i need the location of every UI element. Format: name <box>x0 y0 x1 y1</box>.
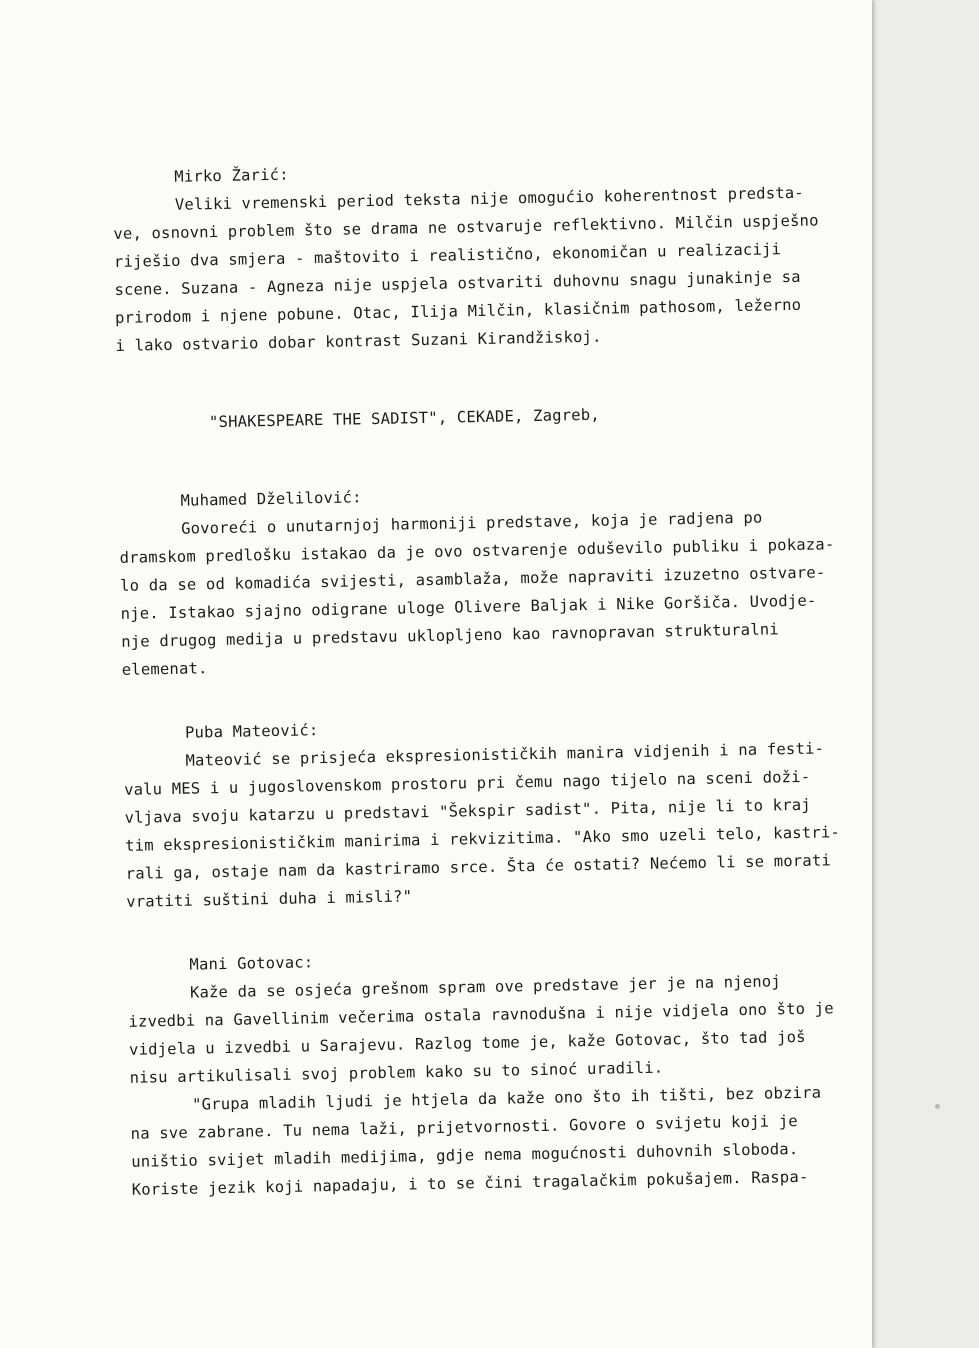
speaker-name: Muhamed Dželilović: <box>180 488 362 510</box>
underlying-sheet <box>872 0 979 1348</box>
text-line: Mateović se prisjeća ekspresionističkih manira vidjenih i na festi- <box>185 739 825 770</box>
text-line: i lako ostvario dobar kontrast Suzani Kirandžiskoj. <box>115 327 602 355</box>
text-line: uništio svijet mladih medijima, gdje nema mogućnosti duhovnih sloboda. <box>131 1140 799 1171</box>
text-line: na sve zabrane. Tu nema laži, prijetvornosti. Govore o svijetu koji je <box>130 1112 798 1143</box>
typewritten-text <box>112 146 852 1204</box>
text-line: ve, osnovni problem što se drama ne ostvaruje reflektivno. Milčin uspješno <box>113 211 819 243</box>
text-line: prirodom i njene pobune. Otac, Ilija Milčin, klasičnim pathosom, ležerno <box>114 295 802 327</box>
text-line: Kaže da se osjeća grešnom spram ove predstave jer je na njenoj <box>189 972 782 1002</box>
text-line: vidjela u izvedbi u Sarajevu. Razlog tome je, kaže Gotovac, što tad još <box>128 1027 806 1059</box>
text-line: izvedbi na Gavellinim večerima ostala ravnodušna i nije vidjela ono što je <box>128 999 834 1031</box>
text-line: riješio dva smjera - maštovito i realistično, ekonomičan u realizaciji <box>113 240 782 271</box>
text-line: rali ga, ostaje nam da kastriramo srce. Šta će ostati? Nećemo li se morati <box>125 851 832 883</box>
text-line: "Grupa mladih ljudi je htjela da kaže ono što ih tišti, bez obzira <box>191 1083 822 1114</box>
play-heading: "SHAKESPEARE THE SADIST", CEKADE, Zagreb, <box>208 405 600 432</box>
speaker-name: Mirko Žarić: <box>174 165 289 186</box>
text-line: nje drugog medija u predstavu uklopljeno kao ravnopravan strukturalni <box>121 620 780 651</box>
speaker-name: Mani Gotovac: <box>189 953 314 974</box>
text-line: Govoreći o unutarnjoj harmoniji predstave, koja je radjena po <box>180 508 763 538</box>
speaker-name: Puba Mateović: <box>184 721 319 742</box>
text-line: valu MES i u jugoslovenskom prostoru pri čemu nago tijelo na sceni doži- <box>123 767 811 799</box>
text-line: elemenat. <box>121 659 208 679</box>
text-line: nisu artikulisali svoj problem kako su to sinoć uradili. <box>129 1058 664 1087</box>
text-line: Koriste jezik koji napadaju, i to se čini tragalačkim pokušajem. Raspa- <box>131 1167 809 1199</box>
text-line: tim ekspresionističkim manirima i rekvizitima. "Ako smo uzeli telo, kastri- <box>124 823 841 855</box>
text-line: Veliki vremenski period teksta nije omogućio koherentnost predsta- <box>174 183 805 214</box>
text-line: dramskom predlošku istakao da je ovo ostvarenje oduševilo publiku i pokaza- <box>119 535 835 567</box>
text-line: vljava svoju katarzu u predstavi "Šekspir sadist". Pita, nije li to kraj <box>124 795 811 827</box>
text-line: lo da se od komadića svijesti, asamblaža, može napraviti izuzetno ostvare- <box>120 563 826 595</box>
text-line: nje. Istakao sjajno odigrane uloge Olivere Baljak i Nike Goršiča. Uvodje- <box>120 591 817 623</box>
text-line: scene. Suzana - Agneza nije uspjela ostvariti duhovnu snagu junakinje sa <box>114 267 801 299</box>
scan-speck <box>935 1104 940 1109</box>
text-line: vratiti suštini duha i misli?" <box>126 887 413 911</box>
